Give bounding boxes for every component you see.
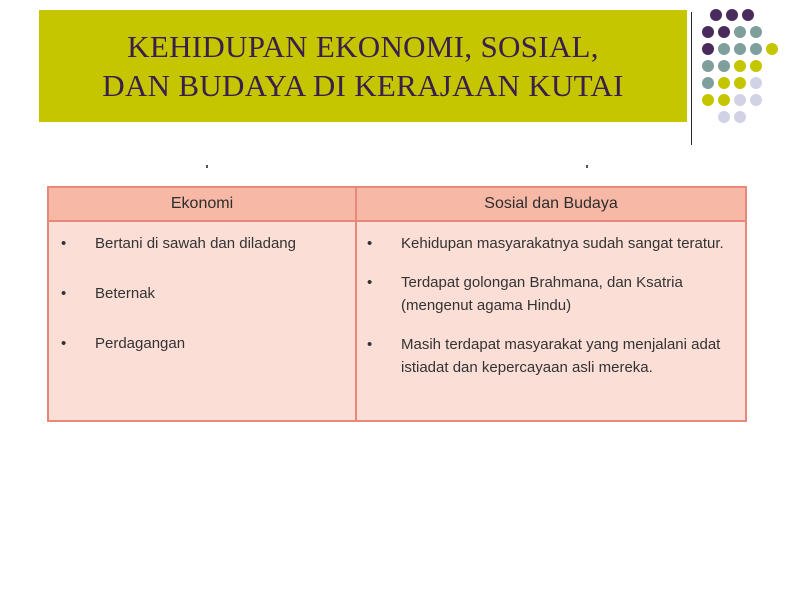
dot-14 (718, 60, 730, 72)
dot-4 (702, 26, 714, 38)
bullet-icon: • (367, 274, 373, 291)
list-item (365, 333, 743, 379)
comparison-table (47, 186, 747, 422)
dot-26 (734, 111, 746, 123)
dot-15 (734, 60, 746, 72)
dot-17 (702, 77, 714, 89)
slide-title-line-2: DAN BUDAYA DI KERAJAAN KUTAI (102, 68, 624, 103)
table-header-row (49, 188, 745, 222)
dot-12 (766, 43, 778, 55)
sosial-item-text: Masih terdapat masyarakat yang menjalani adat istiadat dan kepercayaan asli mereka. (401, 336, 721, 376)
bullet-icon: • (367, 336, 373, 353)
title-divider-line (691, 12, 692, 145)
dot-24 (750, 94, 762, 106)
bullet-icon: • (61, 285, 67, 302)
slide-title-line-1: KEHIDUPAN EKONOMI, SOSIAL, (127, 29, 599, 64)
dot-5 (718, 26, 730, 38)
list-item (59, 282, 349, 305)
header-sosial-budaya: Sosial dan Budaya (484, 195, 618, 212)
dot-6 (734, 26, 746, 38)
ekonomi-item-text: Bertani di sawah dan diladang (95, 235, 296, 252)
list-item (365, 271, 743, 317)
dot-23 (734, 94, 746, 106)
dot-10 (734, 43, 746, 55)
dot-19 (734, 77, 746, 89)
sosial-item-text: Terdapat golongan Brahmana, dan Ksatria (mengenut agama Hindu) (401, 274, 683, 314)
dot-20 (750, 77, 762, 89)
dot-9 (718, 43, 730, 55)
bullet-icon: • (367, 235, 373, 252)
sosial-budaya-list (365, 232, 743, 379)
dot-21 (702, 94, 714, 106)
dot-8 (702, 43, 714, 55)
dot-11 (750, 43, 762, 55)
dot-1 (710, 9, 722, 21)
dot-25 (718, 111, 730, 123)
scan-mark-left (206, 165, 208, 168)
dot-13 (702, 60, 714, 72)
column-divider (355, 188, 357, 420)
ekonomi-item-text: Perdagangan (95, 335, 186, 352)
dot-16 (750, 60, 762, 72)
list-item (365, 232, 743, 255)
ekonomi-item-text: Beternak (95, 285, 156, 302)
bullet-icon: • (61, 335, 67, 352)
dot-3 (742, 9, 754, 21)
bullet-icon: • (61, 235, 67, 252)
scan-mark-right (586, 165, 588, 168)
ekonomi-list (59, 232, 349, 355)
slide-title-box (39, 10, 687, 122)
dot-7 (750, 26, 762, 38)
sosial-item-text: Kehidupan masyarakatnya sudah sangat teratur. (401, 235, 724, 252)
header-ekonomi: Ekonomi (170, 195, 234, 212)
list-item (59, 232, 349, 255)
dot-2 (726, 9, 738, 21)
list-item (59, 332, 349, 355)
dot-22 (718, 94, 730, 106)
dot-18 (718, 77, 730, 89)
